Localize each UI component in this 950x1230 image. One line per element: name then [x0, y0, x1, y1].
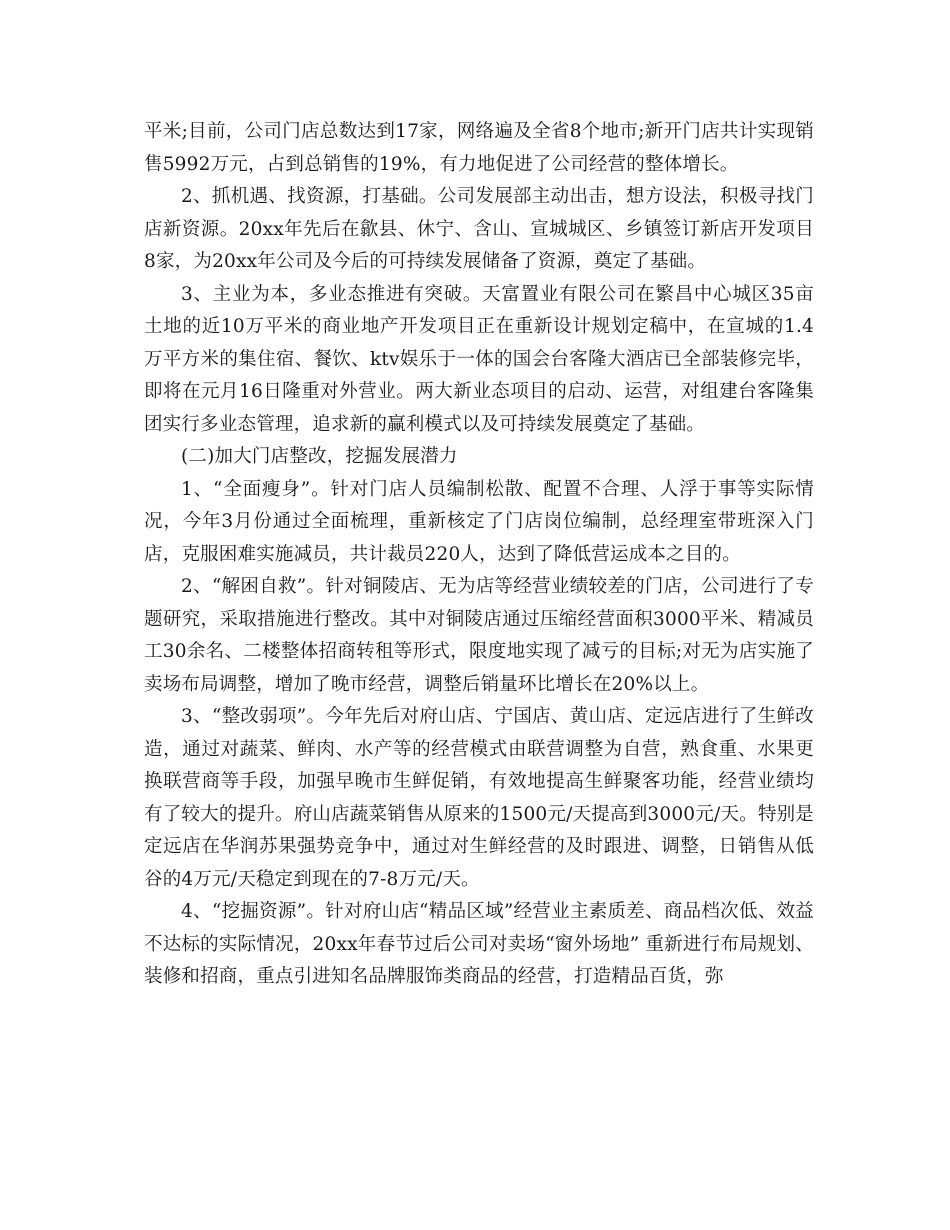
document-body	[144, 116, 814, 994]
paragraph-2: 2、抓机遇、找资源，打基础。公司发展部主动出击，想方设法，积极寻找门店新资源。20xx年先后在歙县、休宁、含山、宣城城区、乡镇签订新店开发项目8家，为20xx年公司及今后的可持续发展储备了资源，奠定了基础。	[144, 186, 814, 272]
paragraph-3: 3、主业为本，多业态推进有突破。天富置业有限公司在繁昌中心城区35亩土地的近10万平米的商业地产开发项目正在重新设计规划定稿中，在宣城的1.4万平方米的集住宿、餐饮、ktv娱乐于一体的国会台客隆大酒店已全部装修完毕，即将在元月16日隆重对外营业。两大新业态项目的启动、运营，对组建台客隆集团实行多业态管理，追求新的赢利模式以及可持续发展奠定了基础。	[144, 283, 814, 435]
paragraph-6: 3、“整改弱项”。今年先后对府山店、宁国店、黄山店、定远店进行了生鲜改造，通过对蔬菜、鲜肉、水产等的经营模式由联营调整为自营，熟食重、水果更换联营商等手段，加强早晚市生鲜促销，有效地提高生鲜聚客功能，经营业绩均有了较大的提升。府山店蔬菜销售从原来的1500元/天提高到3000元/天。特别是定远店在华润苏果强势竞争中，通过对生鲜经营的及时跟进、调整，日销售从低谷的4万元/天稳定到现在的7-8万元/天。	[144, 706, 814, 890]
section-heading: (二)加大门店整改，挖掘发展潜力	[181, 446, 458, 467]
paragraph-5: 2、“解困自救”。针对铜陵店、无为店等经营业绩较差的门店，公司进行了专题研究，采取措施进行整改。其中对铜陵店通过压缩经营面积3000平米、精减员工30余名、二楼整体招商转租等形式，限度地实现了减亏的目标;对无为店实施了卖场布局调整，增加了晚市经营，调整后销量环比增长在20%以上。	[144, 576, 814, 695]
paragraph-1: 平米;目前，公司门店总数达到17家，网络遍及全省8个地市;新开门店共计实现销售5992万元，占到总销售的19%，有力地促进了公司经营的整体增长。	[144, 121, 814, 175]
paragraph-7: 4、“挖掘资源”。针对府山店“精品区域”经营业主素质差、商品档次低、效益不达标的实际情况，20xx年春节过后公司对卖场“窗外场地” 重新进行布局规划、装修和招商，重点引进知名品牌服饰类商品的经营，打造精品百货，弥	[144, 901, 814, 987]
paragraph-4: 1、“全面瘦身”。针对门店人员编制松散、配置不合理、人浮于事等实际情况，今年3月份通过全面梳理，重新核定了门店岗位编制，总经理室带班深入门店，克服困难实施减员，共计裁员220人，达到了降低营运成本之目的。	[144, 478, 814, 565]
